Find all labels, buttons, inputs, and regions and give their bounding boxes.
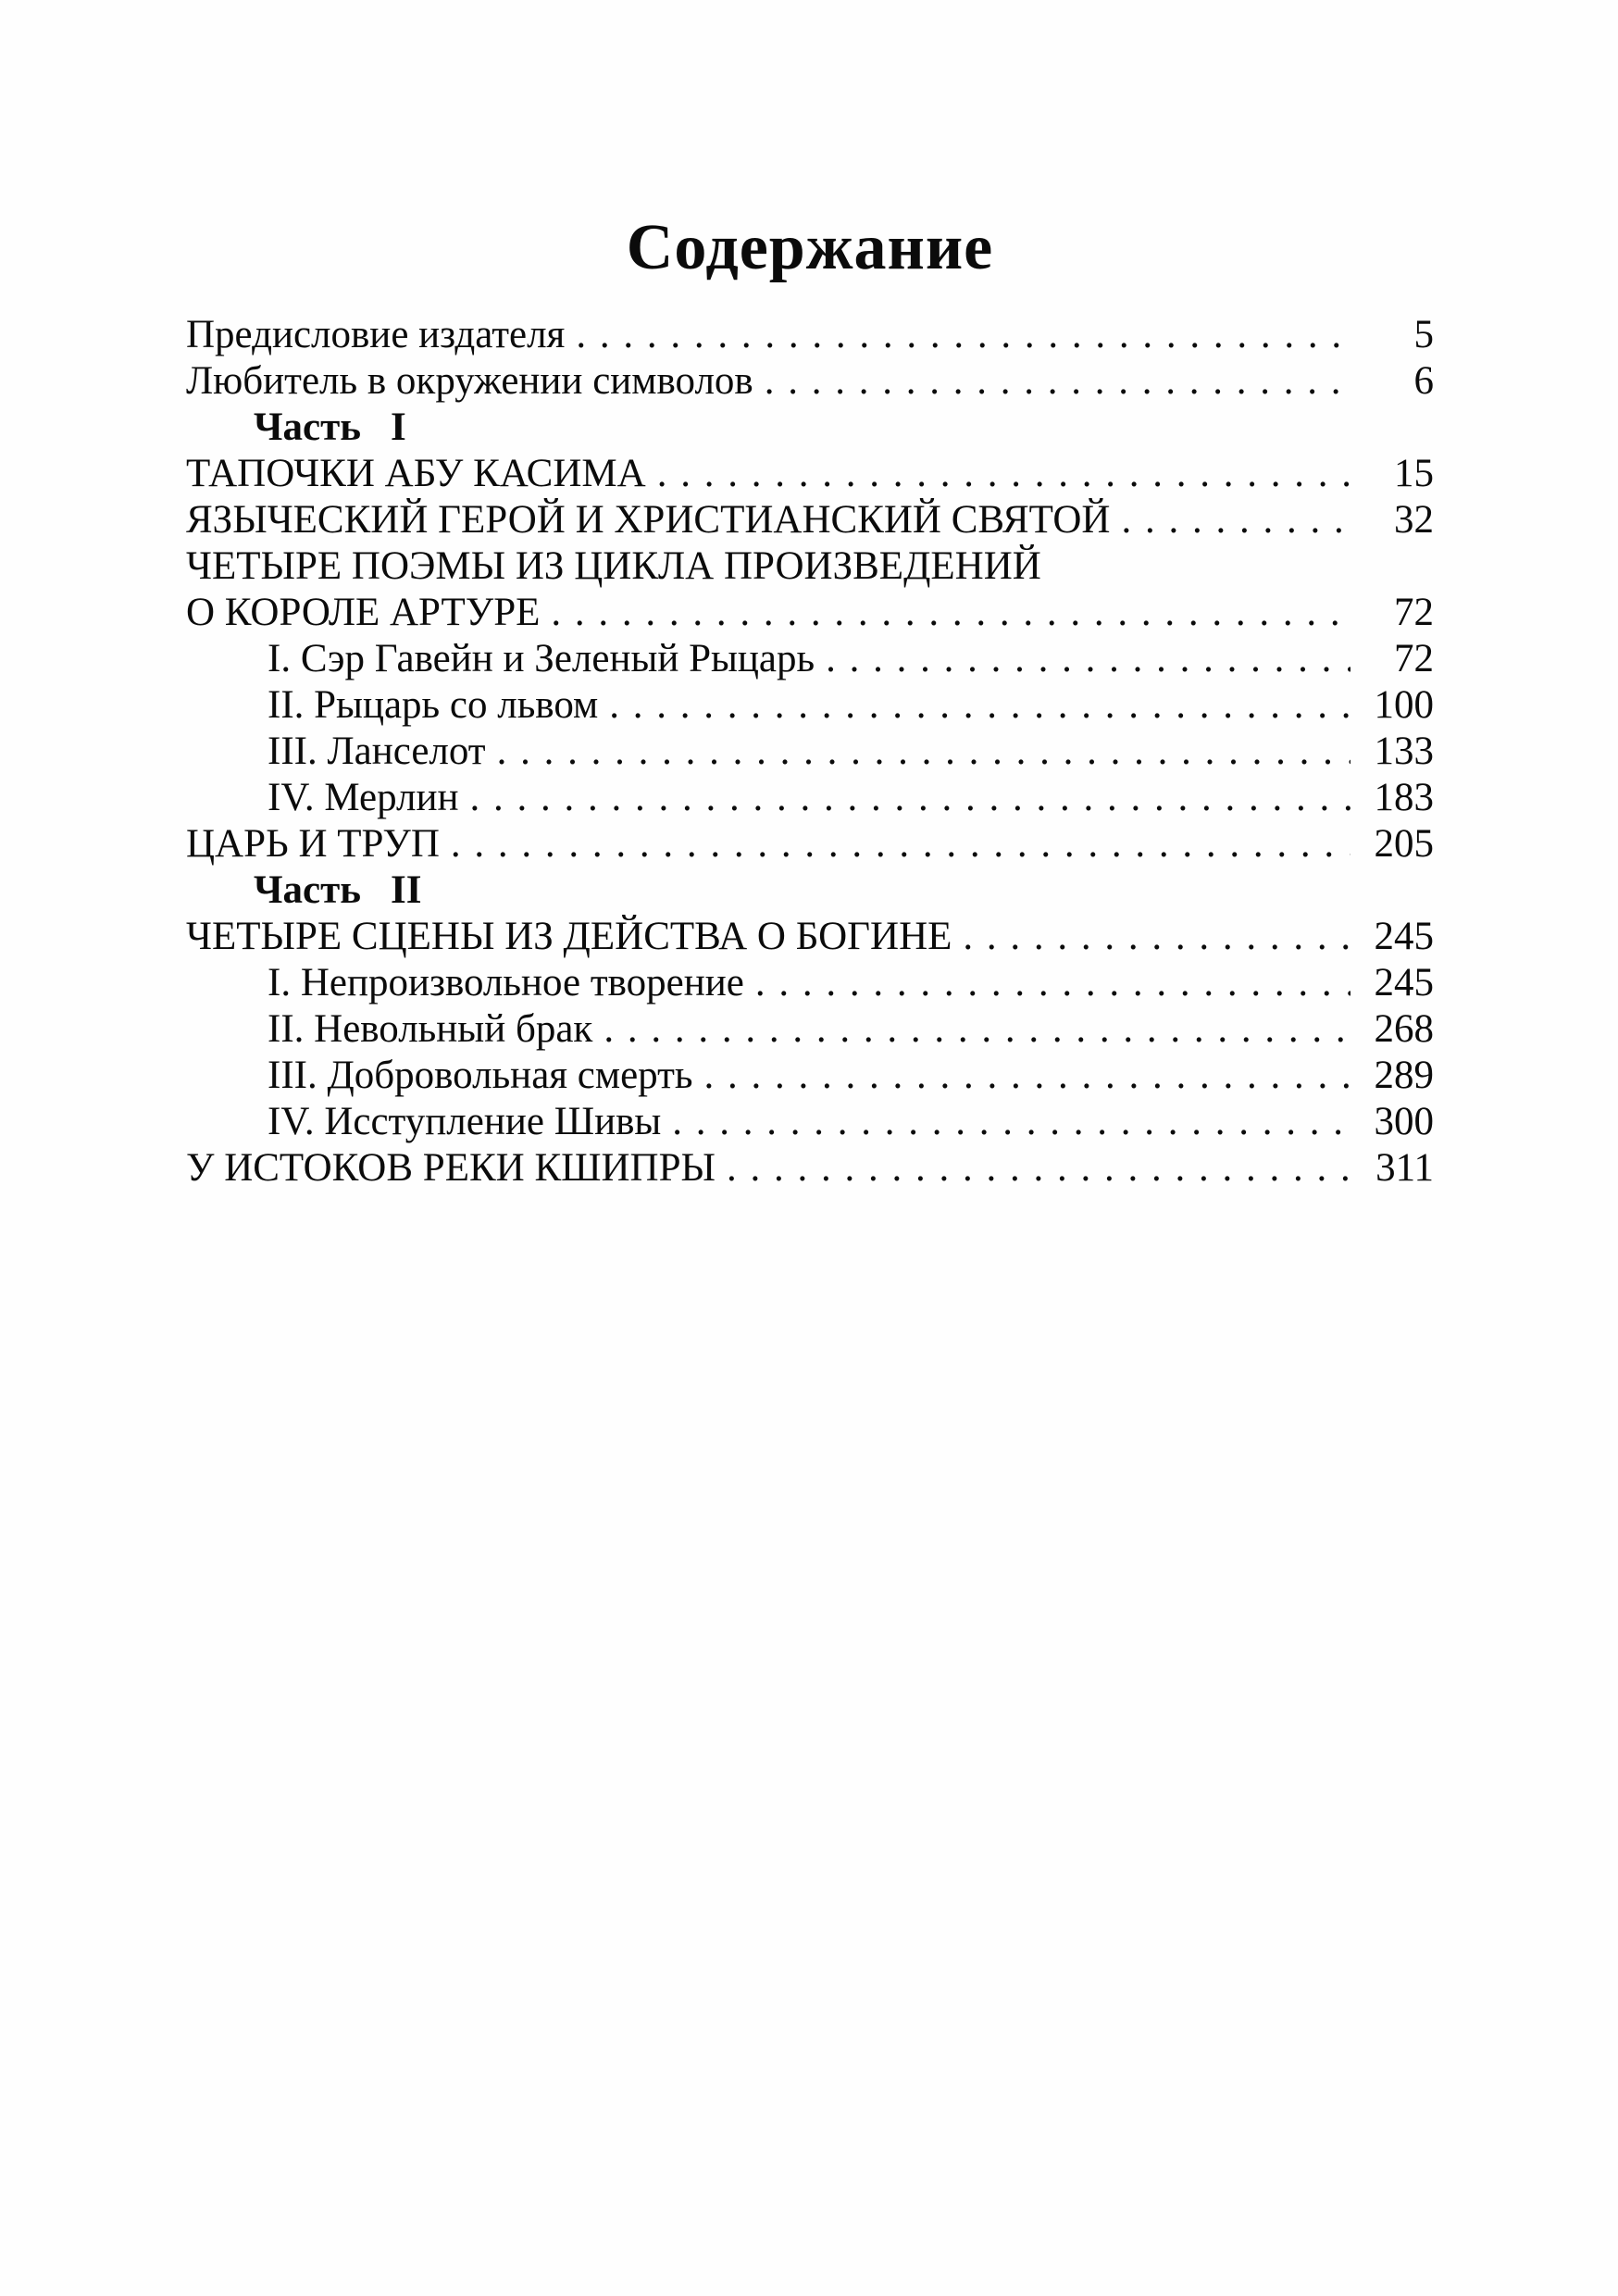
part-numeral: I (391, 406, 406, 449)
toc-entry-label: ТАПОЧКИ АБУ КАСИМА (186, 452, 646, 495)
toc-entry (186, 1099, 1434, 1145)
part-word: Часть (254, 868, 362, 912)
dot-leader (451, 821, 1350, 867)
toc-entry (186, 729, 1434, 775)
toc-entry-label: I. Сэр Гавейн и Зеленый Рыцарь (268, 637, 815, 680)
toc-entry-page: 5 (1413, 313, 1434, 356)
table-of-contents (186, 312, 1434, 1192)
dot-leader (657, 451, 1350, 497)
toc-entry (186, 636, 1434, 682)
toc-entry-page: 205 (1374, 822, 1434, 866)
toc-entry-label: II. Невольный брак (268, 1007, 593, 1051)
toc-entry (186, 775, 1434, 821)
toc-entry-label: ЯЗЫЧЕСКИЙ ГЕРОЙ И ХРИСТИАНСКИЙ СВЯТОЙ (186, 498, 1111, 542)
toc-entry-page: 72 (1394, 637, 1434, 680)
toc-entry-page: 245 (1374, 915, 1434, 958)
toc-entry (186, 1006, 1434, 1053)
toc-entry (186, 960, 1434, 1006)
toc-entry-page: 300 (1374, 1100, 1434, 1143)
toc-entry-page: 289 (1374, 1054, 1434, 1097)
toc-entry-label: II. Рыцарь со львом (268, 683, 599, 727)
toc-entry (186, 682, 1434, 729)
toc-entry-page: 133 (1374, 730, 1434, 773)
toc-entry (186, 914, 1434, 960)
dot-leader (497, 729, 1350, 775)
toc-entry-page: 15 (1394, 452, 1434, 495)
toc-entry-label: III. Ланселот (268, 730, 486, 773)
toc-entry-label: ЧЕТЫРЕ ПОЭМЫ ИЗ ЦИКЛА ПРОИЗВЕДЕНИЙ (186, 544, 1041, 588)
toc-entry (186, 821, 1434, 867)
dot-leader (826, 636, 1350, 682)
toc-entry-page: 268 (1374, 1007, 1434, 1051)
toc-entry-page: 245 (1374, 961, 1434, 1004)
toc-entry-label: ЧЕТЫРЕ СЦЕНЫ ИЗ ДЕЙСТВА О БОГИНЕ (186, 915, 952, 958)
toc-entry-page: 72 (1394, 591, 1434, 634)
toc-entry (186, 497, 1434, 543)
page-title: Содержание (626, 212, 994, 283)
dot-leader (609, 682, 1350, 729)
dot-leader (765, 358, 1350, 405)
part-numeral: II (391, 868, 422, 912)
toc-entry-label: ЦАРЬ И ТРУП (186, 822, 440, 866)
dot-leader (704, 1053, 1350, 1099)
toc-entry-label: I. Непроизвольное творение (268, 961, 744, 1004)
toc-entry-label: Любитель в окружении символов (186, 359, 753, 403)
part-word: Часть (254, 406, 362, 449)
dot-leader (755, 960, 1350, 1006)
toc-entry (186, 1053, 1434, 1099)
toc-entry-page: 32 (1394, 498, 1434, 542)
toc-entry-label: Предисловие издателя (186, 313, 566, 356)
toc-entry-label: IV. Мерлин (268, 776, 459, 819)
dot-leader (672, 1099, 1350, 1145)
toc-entry-label: У ИСТОКОВ РЕКИ КШИПРЫ (186, 1146, 716, 1190)
toc-entry-page: 183 (1374, 776, 1434, 819)
toc-entry-label: О КОРОЛЕ АРТУРЕ (186, 591, 541, 634)
dot-leader (727, 1145, 1350, 1192)
dot-leader (470, 775, 1351, 821)
dot-leader (576, 312, 1350, 358)
dot-leader (604, 1006, 1350, 1053)
dot-leader (551, 590, 1350, 636)
toc-entry (186, 358, 1434, 405)
toc-entry (186, 312, 1434, 358)
toc-entry-page: 6 (1413, 359, 1434, 403)
toc-entry-label: IV. Исступление Шивы (268, 1100, 662, 1143)
toc-part-heading (186, 867, 1434, 914)
toc-entry-page: 100 (1374, 683, 1434, 727)
toc-entry (186, 543, 1434, 590)
toc-entry (186, 590, 1434, 636)
toc-entry (186, 451, 1434, 497)
toc-part-heading (186, 405, 1434, 451)
toc-entry (186, 1145, 1434, 1192)
dot-leader (1121, 497, 1350, 543)
toc-entry-page: 311 (1375, 1146, 1434, 1190)
dot-leader (963, 914, 1350, 960)
toc-entry-label: III. Добровольная смерть (268, 1054, 693, 1097)
